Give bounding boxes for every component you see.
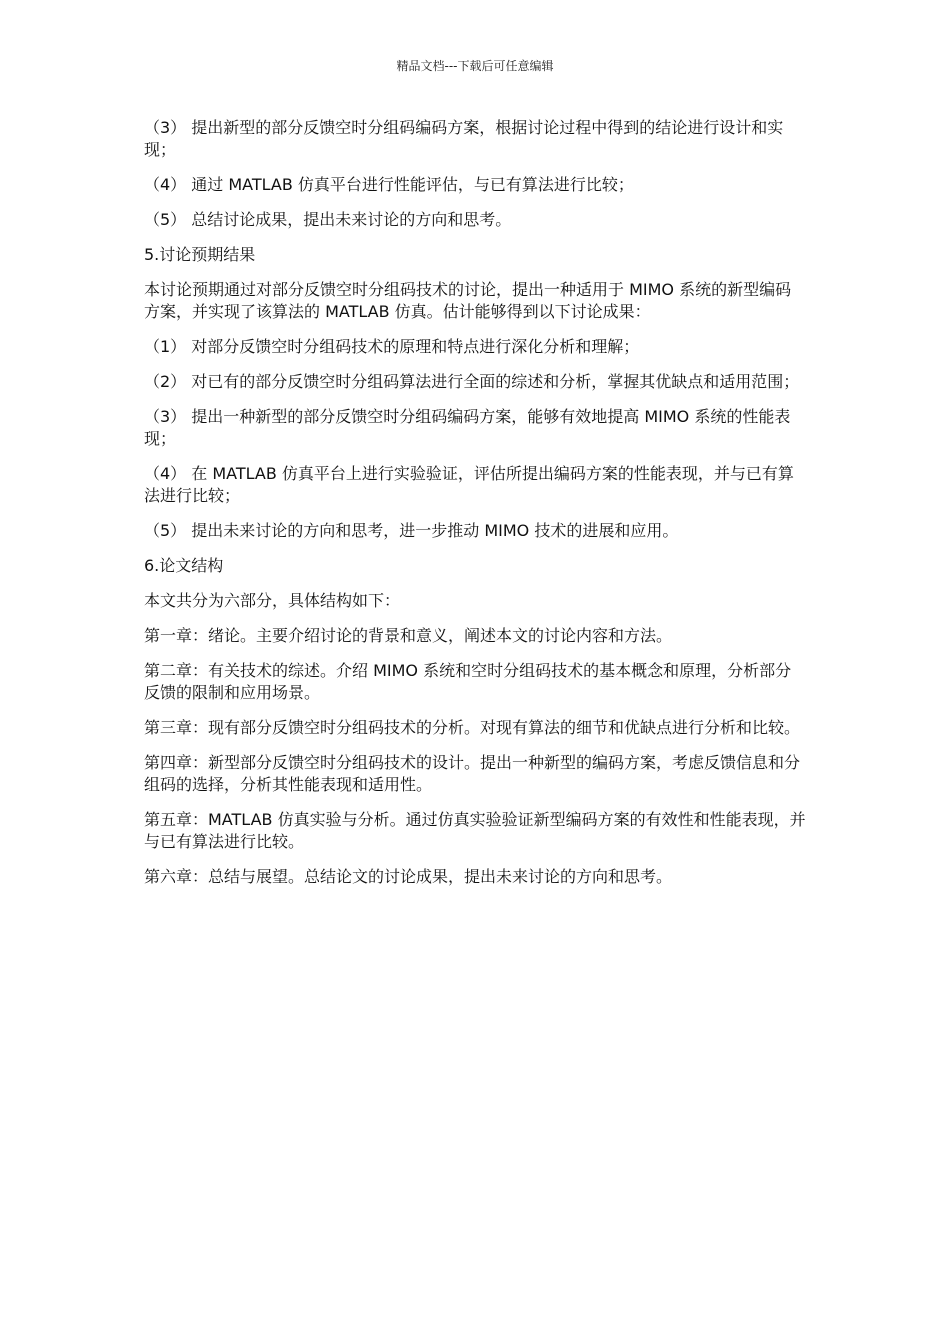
chapter-item-1: 第一章：绪论。主要介绍讨论的背景和意义，阐述本文的讨论内容和方法。	[144, 626, 673, 645]
chapter-item-6: 第六章：总结与展望。总结论文的讨论成果，提出未来讨论的方向和思考。	[144, 867, 673, 886]
section-heading-thesis-structure: 6.论文结构	[144, 556, 224, 575]
list-item-research-step-3: （3） 提出新型的部分反馈空时分组码编码方案，根据讨论过程中得到的结论进行设计和实现；	[144, 118, 784, 159]
list-item-result-5: （5） 提出未来讨论的方向和思考，进一步推动 MIMO 技术的进展和应用。	[144, 521, 679, 540]
chapter-item-3: 第三章：现有部分反馈空时分组码技术的分析。对现有算法的细节和优缺点进行分析和比较。	[144, 718, 801, 737]
list-item-result-2: （2） 对已有的部分反馈空时分组码算法进行全面的综述和分析，掌握其优缺点和适用范围；	[144, 372, 800, 391]
chapter-item-2: 第二章：有关技术的综述。介绍 MIMO 系统和空时分组码技术的基本概念和原理，分析部分反馈的限制和应用场景。	[144, 661, 792, 702]
document-body	[144, 117, 806, 901]
section-heading-expected-results: 5.讨论预期结果	[144, 245, 256, 264]
list-item-result-1: （1） 对部分反馈空时分组码技术的原理和特点进行深化分析和理解；	[144, 337, 640, 356]
list-item-research-step-5: （5） 总结讨论成果，提出未来讨论的方向和思考。	[144, 210, 512, 229]
chapter-item-4: 第四章：新型部分反馈空时分组码技术的设计。提出一种新型的编码方案，考虑反馈信息和分组码的选择，分析其性能表现和适用性。	[144, 753, 801, 794]
paragraph-structure-intro: 本文共分为六部分，具体结构如下：	[144, 591, 401, 610]
paragraph-expected-results-intro: 本讨论预期通过对部分反馈空时分组码技术的讨论，提出一种适用于 MIMO 系统的新型编码方案，并实现了该算法的 MATLAB 仿真。估计能够得到以下讨论成果：	[144, 280, 792, 321]
chapter-item-5: 第五章：MATLAB 仿真实验与分析。通过仿真实验验证新型编码方案的有效性和性能表现，并与已有算法进行比较。	[144, 810, 806, 851]
page-header: 精品文档---下载后可任意编辑	[396, 59, 554, 73]
list-item-result-4: （4） 在 MATLAB 仿真平台上进行实验验证，评估所提出编码方案的性能表现，并与已有算法进行比较；	[144, 464, 794, 505]
list-item-result-3: （3） 提出一种新型的部分反馈空时分组码编码方案，能够有效地提高 MIMO 系统的性能表现；	[144, 407, 791, 448]
list-item-research-step-4: （4） 通过 MATLAB 仿真平台进行性能评估，与已有算法进行比较；	[144, 175, 634, 194]
